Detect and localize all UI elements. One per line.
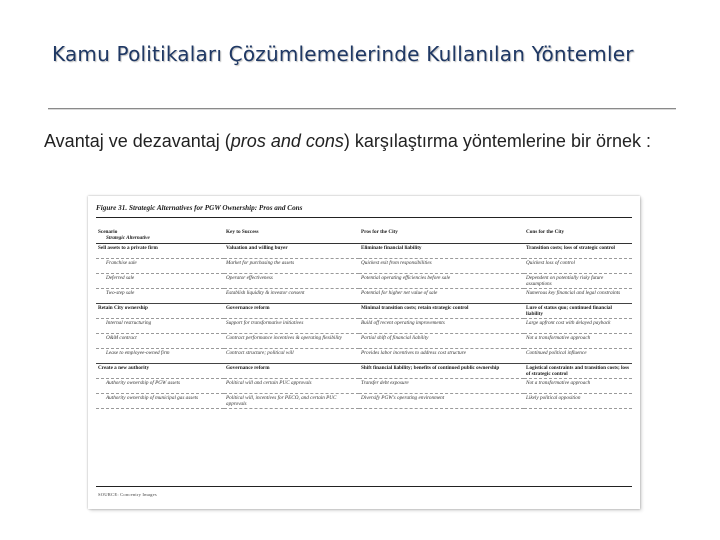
slide-title: Kamu Politikaları Çözümlemelerinde Kullanılan Yöntemler [52,42,634,66]
subtitle-text-prefix: Avantaj ve dezavantaj ( [44,131,231,151]
cell-cons: Transition costs; loss of strategic control [524,244,632,259]
pros-cons-table [96,228,632,409]
cell-pros: Shift financial liability; benefits of continued public ownership [359,364,524,379]
cell-key: Governance reform [224,364,359,379]
header-key: Key to Success [224,228,359,244]
cell-cons: Not a transformative approach [524,379,632,394]
cell-pros: Potential operating efficiencies before sale [359,274,524,289]
cell-scenario: Retain City ownership [96,304,224,319]
cell-cons: Logistical constraints and transition costs; loss of strategic control [524,364,632,379]
cell-key: Support for transformative initiatives [224,319,359,334]
cell-pros: Build off recent operating improvements [359,319,524,334]
cell-pros: Diversify PGW's operating environment [359,394,524,409]
cell-cons: Likely political opposition [524,394,632,409]
table-row [96,259,632,274]
cell-cons: Quickest loss of control [524,259,632,274]
cell-scenario: Franchise sale [96,259,224,274]
cell-cons: Numerous key financial and legal constraints [524,289,632,304]
table-row [96,274,632,289]
cell-scenario: Lease to employee-owned firm [96,349,224,364]
cell-scenario: Create a new authority [96,364,224,379]
cell-key: Political will and certain PUC approvals [224,379,359,394]
slide-subtitle [44,128,684,154]
cell-pros: Quickest exit from responsibilities [359,259,524,274]
figure-top-rule [96,217,632,218]
cell-cons: Continued political influence [524,349,632,364]
cell-scenario: Sell assets to a private firm [96,244,224,259]
figure-bottom-rule [96,486,632,487]
table-row [96,349,632,364]
cell-key: Governance reform [224,304,359,319]
cell-scenario: Deferred sale [96,274,224,289]
cell-cons: Large upfront cost with delayed payback [524,319,632,334]
cell-scenario: O&M contract [96,334,224,349]
figure-title: Figure 31. Strategic Alternatives for PGW Ownership: Pros and Cons [96,204,303,212]
table-row [96,289,632,304]
cell-cons: Dependent on potentially risky future assumptions [524,274,632,289]
cell-cons: Lure of status quo; continued financial liability [524,304,632,319]
header-scenario [96,228,224,244]
table-row [96,304,632,319]
cell-key: Political will, incentives for PECO, and certain PUC approvals [224,394,359,409]
subtitle-text-suffix: ) karşılaştırma yöntemlerine bir örnek : [343,131,651,151]
cell-key: Establish liquidity & investor consent [224,289,359,304]
table-row [96,334,632,349]
cell-key: Contract structure; political will [224,349,359,364]
cell-key: Operator effectiveness [224,274,359,289]
cell-pros: Provides labor incentives to address cost structure [359,349,524,364]
table-header-row [96,228,632,244]
subtitle-text-italic: pros and cons [230,131,344,151]
table-row [96,319,632,334]
table-row [96,379,632,394]
cell-pros: Potential for higher net value of sale [359,289,524,304]
cell-key: Valuation and willing buyer [224,244,359,259]
table-body [96,244,632,409]
header-strategic-alternative: Strategic Alternative [106,235,150,241]
header-pros: Pros for the City [359,228,524,244]
cell-pros: Minimal transition costs; retain strategic control [359,304,524,319]
pros-cons-figure [88,196,640,509]
table-row [96,244,632,259]
header-scenario-label: Scenario [98,229,118,235]
cell-scenario: Two-step sale [96,289,224,304]
cell-pros: Eliminate financial liability [359,244,524,259]
cell-pros: Transfer debt exposure [359,379,524,394]
title-divider [48,108,676,109]
cell-cons: Not a transformative approach [524,334,632,349]
cell-scenario: Authority ownership of municipal gas assets [96,394,224,409]
cell-key: Contract performance incentives & operating flexibility [224,334,359,349]
header-cons: Cons for the City [524,228,632,244]
cell-scenario: Internal restructuring [96,319,224,334]
cell-key: Market for purchasing the assets [224,259,359,274]
figure-source: SOURCE: Concentry Images [98,492,157,497]
cell-pros: Partial shift of financial liability [359,334,524,349]
table-row [96,394,632,409]
table-row [96,364,632,379]
cell-scenario: Authority ownership of PGW assets [96,379,224,394]
